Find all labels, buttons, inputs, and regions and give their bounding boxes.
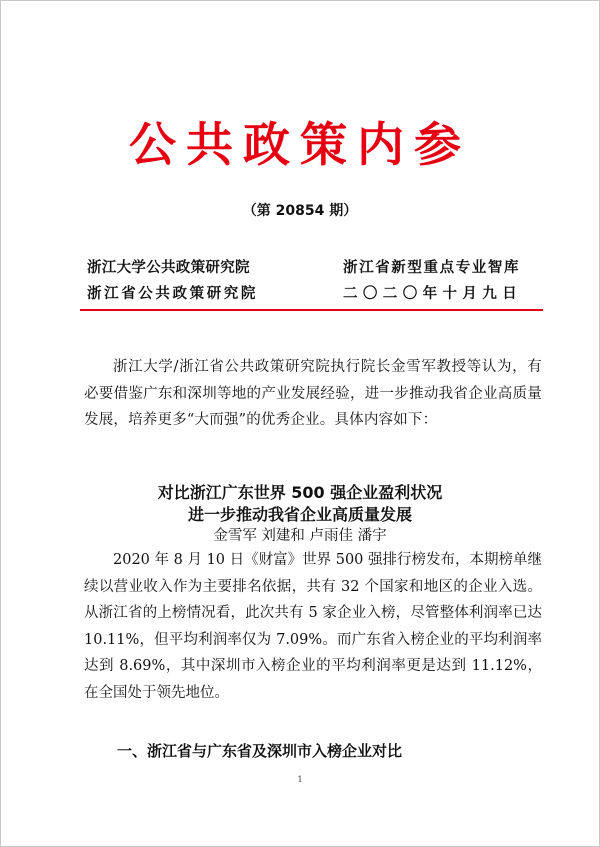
think-tank-designation: 浙江省新型重点专业智库: [343, 259, 521, 276]
issue-number: （第 20854 期）: [242, 203, 358, 219]
header-divider: [80, 309, 543, 311]
article-authors: 金雪军 刘建和 卢雨佳 潘宇: [213, 528, 387, 544]
masthead-title: 公共政策内参: [129, 118, 471, 173]
article-title-line2: 进一步推动我省企业高质量发展: [187, 505, 412, 524]
page-number: 1: [297, 775, 303, 784]
article-title-line1: 对比浙江广东世界 500 强企业盈利状况: [157, 483, 443, 502]
institute-name-zhejiang: 浙江省公共政策研究院: [87, 285, 258, 302]
article-paragraph: 2020 年 8 月 10 日《财富》世界 500 强排行榜发布，本期榜单继续以营业收入作为主要排名依据，共有 32 个国家和地区的企业入选。从浙江省的上榜情况看，此次共有 5 家企业入榜，尽管整体利润率已达 10.11%，但平均利润率仅为 7.09%。而广东省入榜企业的平均利润率达到 8.69%，其中深圳市入榜企业的平均利润率更是达到 11.12%，在全国处于领先地位。: [84, 552, 543, 701]
issue-date: 二〇二〇年十月九日: [343, 285, 523, 302]
institute-name-zju: 浙江大学公共政策研究院: [87, 259, 250, 276]
intro-paragraph: 浙江大学/浙江省公共政策研究院执行院长金雪军教授等认为，有必要借鉴广东和深圳等地的产业发展经验，进一步推动我省企业高质量发展，培养更多“大而强”的优秀企业。具体内容如下：: [84, 359, 542, 428]
section-heading: 一、浙江省与广东省及深圳市入榜企业对比: [117, 742, 403, 760]
